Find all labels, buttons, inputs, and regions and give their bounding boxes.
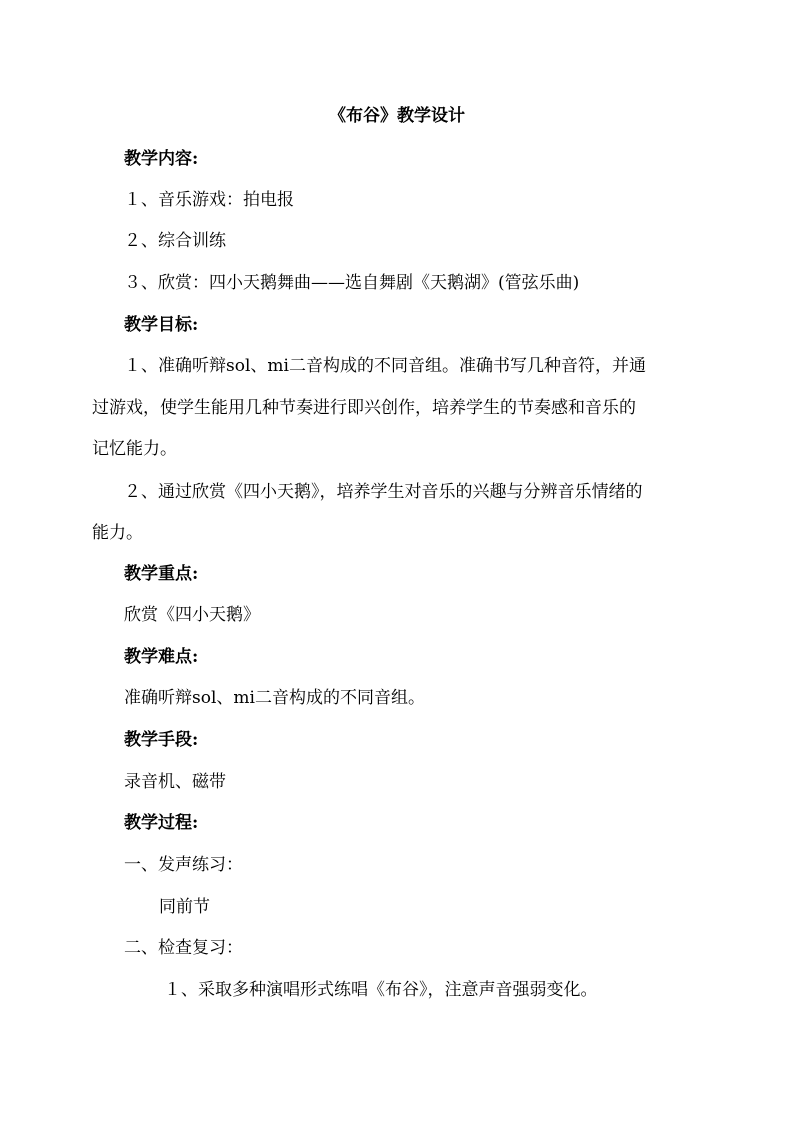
process-heading: 教学过程: <box>124 813 199 833</box>
process-step-2: 二、检查复习： <box>124 938 243 958</box>
content-item-1: １、音乐游戏：拍电报 <box>124 190 294 210</box>
content-heading: 教学内容: <box>124 149 199 169</box>
goal2-line-1: ２、通过欣赏《四小天鹅》，培养学生对音乐的兴趣与分辨音乐情绪的 <box>124 482 643 502</box>
goals-heading: 教学目标: <box>124 315 199 335</box>
process-step-2-item-1: １、采取多种演唱形式练唱《布谷》，注意声音强弱变化。 <box>164 980 598 1000</box>
goal1-line-1: １、准确听辩sol、mi二音构成的不同音组。准确书写几种音符，并通 <box>124 356 646 376</box>
key-heading: 教学重点: <box>124 564 199 584</box>
difficulty-heading: 教学难点: <box>124 647 199 667</box>
means-text: 录音机、磁带 <box>124 772 226 792</box>
goal1-line-2: 过游戏，使学生能用几种节奏进行即兴创作，培养学生的节奏感和音乐的 <box>92 398 636 418</box>
process-step-1-text: 同前节 <box>159 897 210 917</box>
process-step-1: 一、发声练习： <box>124 855 243 875</box>
means-heading: 教学手段: <box>124 730 199 750</box>
difficulty-text: 准确听辩sol、mi二音构成的不同音组。 <box>124 688 425 708</box>
goal1-line-3: 记忆能力。 <box>92 439 177 459</box>
content-item-3: ３、欣赏：四小天鹅舞曲——选自舞剧《天鹅湖》(管弦乐曲) <box>124 273 580 293</box>
content-item-2: ２、综合训练 <box>124 231 226 251</box>
key-text: 欣赏《四小天鹅》 <box>124 605 260 625</box>
goal2-line-2: 能力。 <box>92 523 143 543</box>
document-title: 《布谷》教学设计 <box>329 106 465 126</box>
